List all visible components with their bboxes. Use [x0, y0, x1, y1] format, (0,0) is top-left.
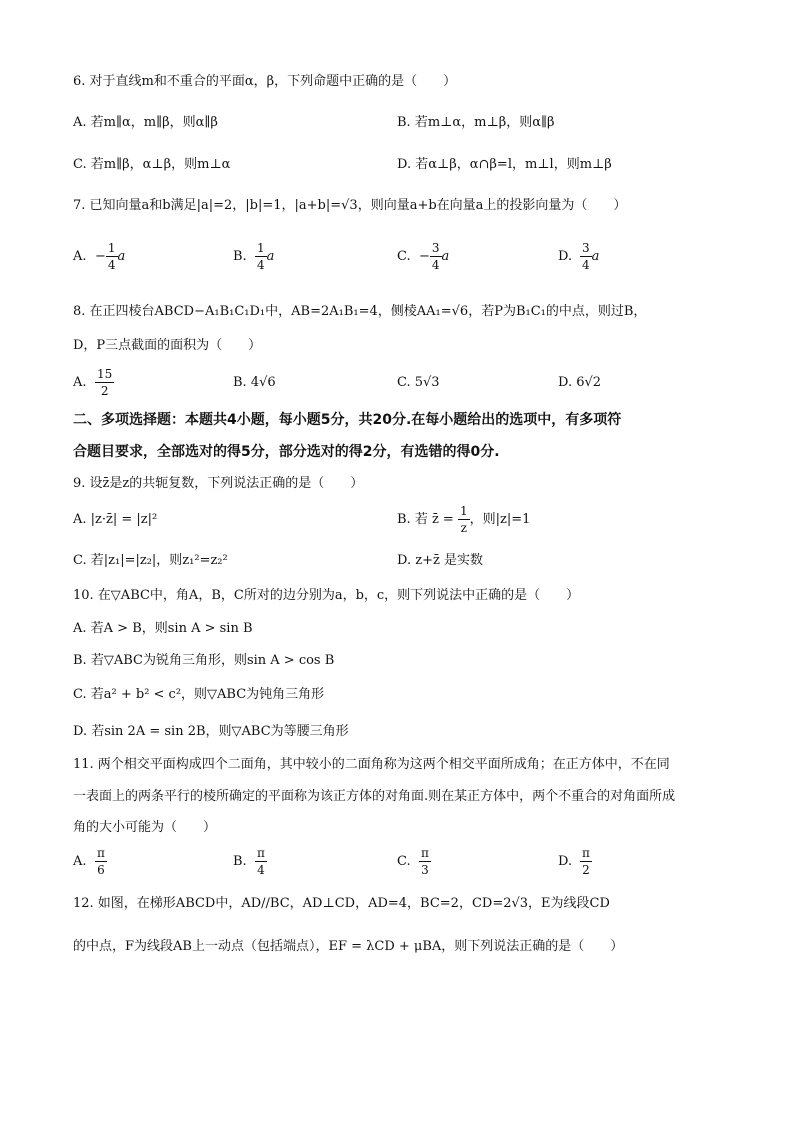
fraction	[580, 845, 592, 878]
q6-option-b: B. 若m⊥α，m⊥β，则α∥β	[397, 115, 555, 130]
denominator: 4	[107, 258, 116, 272]
option-label: B.	[233, 249, 247, 264]
q7-option-b	[233, 240, 274, 273]
option-label: A.	[73, 249, 87, 264]
vector-var: a	[117, 249, 126, 264]
q10-option-d: D. 若sin 2A = sin 2B，则▽ABC为等腰三角形	[73, 724, 349, 739]
q6-option-d: D. 若α⊥β，α∩β=l，m⊥l，则m⊥β	[397, 157, 612, 172]
option-label: D.	[558, 854, 573, 869]
q8-stem-line2: D，P三点截面的面积为（ ）	[73, 338, 262, 353]
q8-option-d: D. 6√2	[558, 375, 602, 390]
fraction	[430, 240, 442, 273]
q11-option-a	[73, 845, 107, 878]
q12-stem-line2: 的中点，F为线段AB上一动点（包括端点），EF = λCD + μBA，则下列说法正确的是（ ）	[73, 939, 624, 954]
q12-stem-line1: 12. 如图，在梯形ABCD中，AD//BC，AD⊥CD，AD=4，BC=2，CD=2√3，E为线段CD	[73, 896, 610, 911]
numerator: 1	[459, 504, 468, 518]
fraction	[95, 366, 114, 399]
vector-var: a	[266, 249, 275, 264]
fraction	[458, 503, 470, 536]
numerator: π	[421, 846, 429, 860]
vector-var: a	[441, 249, 450, 264]
q11-option-c	[397, 845, 431, 878]
q11-option-d	[558, 845, 592, 878]
fraction	[580, 240, 592, 273]
option-label: D.	[558, 249, 573, 264]
denominator: 2	[582, 863, 590, 877]
q9-option-a: A. |z·z̄| = |z|²	[73, 512, 158, 527]
q6-option-a: A. 若m∥α，m∥β，则α∥β	[73, 115, 218, 130]
q8-option-a	[73, 366, 114, 399]
q9-option-d: D. z+z̄ 是实数	[397, 553, 483, 568]
denominator: 4	[257, 863, 265, 877]
numerator: 3	[582, 241, 590, 255]
q9-stem: 9. 设z̄是z的共轭复数，下列说法正确的是（ ）	[73, 476, 364, 491]
q10-option-a: A. 若A > B，则sin A > sin B	[73, 621, 253, 636]
denominator: z	[460, 521, 467, 535]
option-label: A.	[73, 854, 87, 869]
q6-stem: 6. 对于直线m和不重合的平面α，β，下列命题中正确的是（ ）	[73, 74, 457, 89]
numerator: 15	[97, 367, 113, 381]
numerator: π	[582, 846, 590, 860]
numerator: 1	[257, 241, 265, 255]
q7-option-c	[397, 240, 449, 273]
q11-stem-line2: 一表面上的两条平行的棱所确定的平面称为该正方体的对角面.则在某正方体中，两个不重合的对角面所成	[73, 789, 676, 804]
q11-option-b	[233, 845, 267, 878]
denominator: 4	[431, 258, 440, 272]
fraction	[95, 845, 107, 878]
sign: −	[419, 249, 430, 264]
q8-option-b: B. 4√6	[233, 375, 276, 390]
option-text: B. 若 z̄ =	[397, 512, 454, 527]
option-label: C.	[397, 854, 411, 869]
q6-option-c: C. 若m∥β，α⊥β，则m⊥α	[73, 157, 231, 172]
section2-heading-line2: 合题目要求，全部选对的得5分，部分选对的得2分，有选错的得0分.	[73, 444, 500, 460]
q9-option-c: C. 若|z₁|=|z₂|，则z₁²=z₂²	[73, 553, 228, 568]
fraction	[255, 240, 267, 273]
option-label: B.	[233, 854, 247, 869]
q10-stem: 10. 在▽ABC中，角A，B，C所对的边分别为a，b，c，则下列说法中正确的是（ ）	[73, 588, 580, 603]
q7-option-d	[558, 240, 599, 273]
sign: −	[95, 249, 106, 264]
fraction	[419, 845, 431, 878]
denominator: 2	[100, 384, 109, 398]
denominator: 3	[421, 863, 429, 877]
q8-option-c: C. 5√3	[397, 375, 440, 390]
option-label: C.	[397, 249, 411, 264]
numerator: 3	[431, 241, 440, 255]
q9-option-b	[397, 503, 530, 536]
q11-stem-line1: 11. 两个相交平面构成四个二面角，其中较小的二面角称为这两个相交平面所成角；在正方体中，不在同	[73, 757, 670, 772]
fraction	[106, 240, 118, 273]
q11-stem-line3: 角的大小可能为（ ）	[73, 820, 217, 835]
fraction	[255, 845, 267, 878]
numerator: 1	[107, 241, 116, 255]
q10-option-b: B. 若▽ABC为锐角三角形，则sin A > cos B	[73, 653, 335, 668]
denominator: 6	[97, 863, 105, 877]
denominator: 4	[257, 258, 265, 272]
q7-stem: 7. 已知向量a和b满足|a|=2，|b|=1，|a+b|=√3，则向量a+b在向量a上的投影向量为（ ）	[73, 198, 627, 213]
denominator: 4	[582, 258, 590, 272]
section2-heading-line1: 二、多项选择题：本题共4小题，每小题5分，共20分.在每小题给出的选项中，有多项符	[73, 412, 622, 428]
vector-var: a	[591, 249, 600, 264]
option-label: A.	[73, 375, 87, 390]
q7-option-a	[73, 240, 125, 273]
q10-option-c: C. 若a² + b² < c²，则▽ABC为钝角三角形	[73, 687, 325, 702]
numerator: π	[257, 846, 265, 860]
numerator: π	[97, 846, 105, 860]
option-text: ，则|z|=1	[469, 512, 531, 527]
q8-stem-line1: 8. 在正四棱台ABCD−A₁B₁C₁D₁中，AB=2A₁B₁=4，侧棱AA₁=√6，若P为B₁C₁的中点，则过B，	[73, 304, 647, 319]
